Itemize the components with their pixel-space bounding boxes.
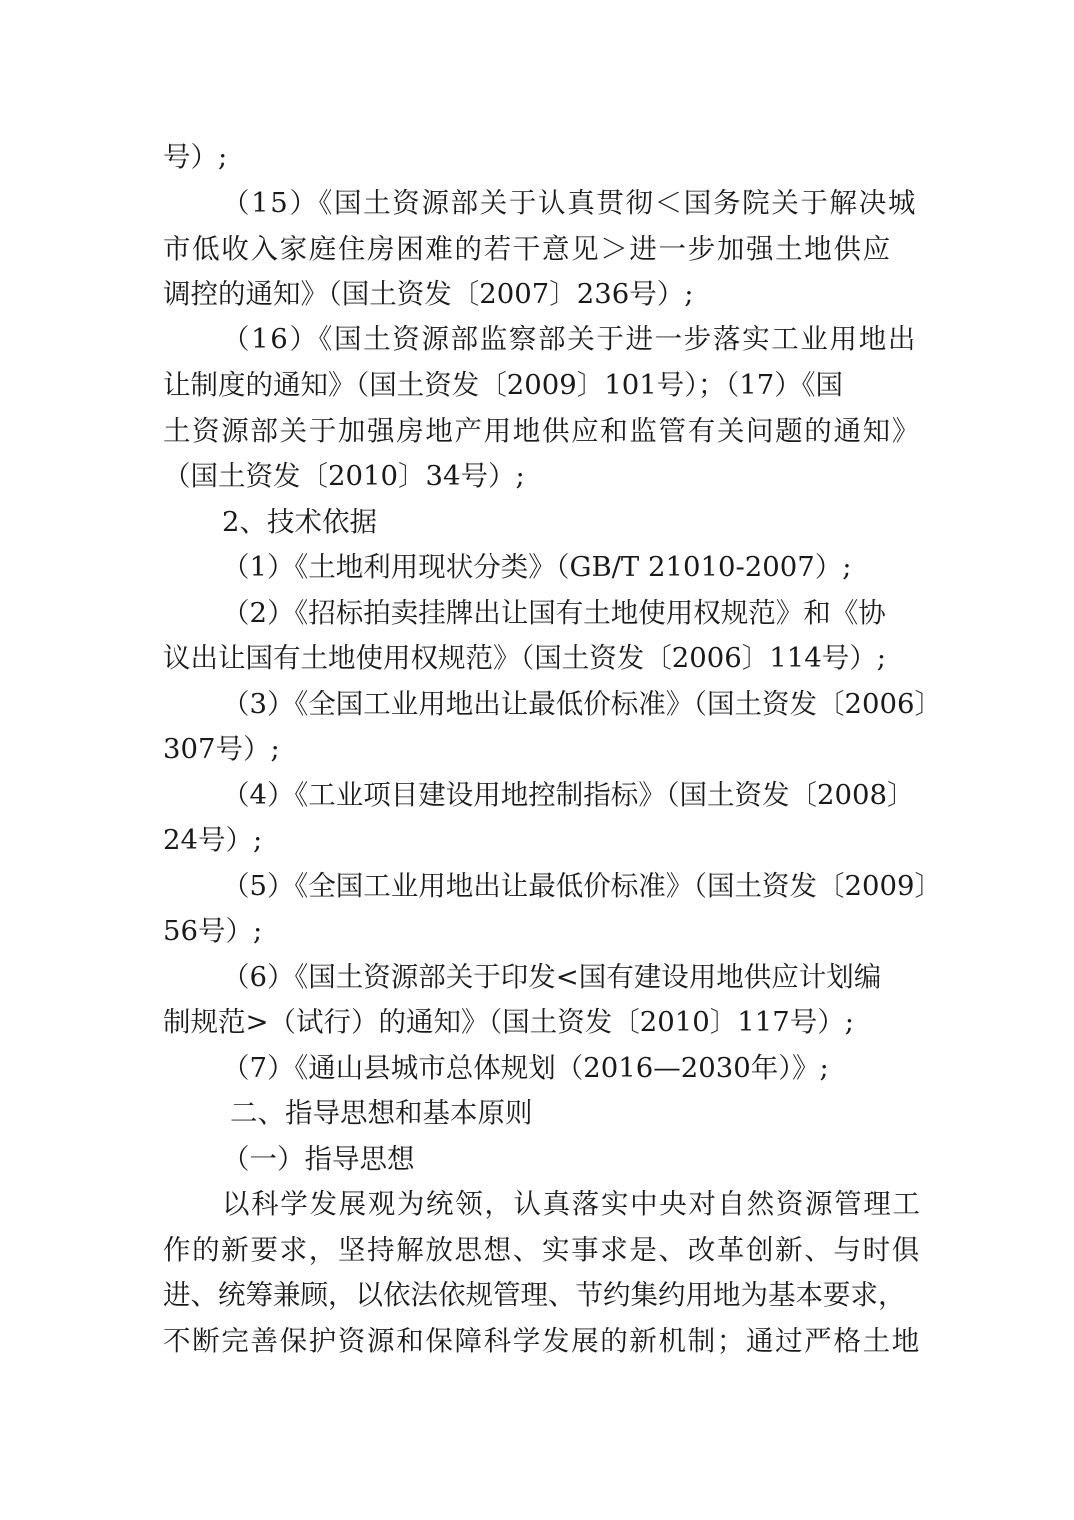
- text-line: 307号）;: [163, 733, 280, 765]
- text-line: 制规范>（试行）的通知》（国土资发〔2010〕117号）;: [163, 1006, 855, 1038]
- text-line: （2）《招标拍卖挂牌出让国有土地使用权规范》和《协: [222, 597, 886, 629]
- text-line: （4）《工业项目建设用地控制指标》（国土资发〔2008〕: [222, 779, 915, 811]
- text-line: 让制度的通知》（国土资发〔2009〕101号）；（17）《国: [163, 369, 843, 401]
- text-line: 号）;: [163, 141, 228, 173]
- subsection-heading: （一）指导思想: [222, 1143, 415, 1175]
- text-line: 议出让国有土地使用权规范》（国土资发〔2006〕114号）;: [163, 642, 886, 674]
- text-line: （15）《国土资源部关于认真贯彻＜国务院关于解决城: [222, 187, 917, 219]
- text-line: 作的新要求，坚持解放思想、实事求是、改革创新、与时俱: [163, 1234, 921, 1266]
- text-line: （国土资发〔2010〕34号）;: [163, 460, 525, 492]
- text-line: （1）《土地利用现状分类》（GB/T 21010-2007）;: [222, 551, 852, 583]
- text-line: （5）《全国工业用地出让最低价标准》（国土资发〔2009〕: [222, 870, 942, 902]
- text-line: 进、统筹兼顾，以依法依规管理、节约集约用地为基本要求，: [163, 1279, 906, 1311]
- text-line: 调控的通知》（国土资发〔2007〕236号）;: [163, 278, 694, 310]
- text-line: （16）《国土资源部监察部关于进一步落实工业用地出: [222, 323, 917, 355]
- text-line: （3）《全国工业用地出让最低价标准》（国土资发〔2006〕: [222, 688, 942, 720]
- text-line: 2、技术依据: [222, 506, 377, 538]
- section-heading: 二、指导思想和基本原则: [230, 1097, 533, 1129]
- text-line: 以科学发展观为统领，认真落实中央对自然资源管理工: [222, 1188, 922, 1220]
- text-line: 土资源部关于加强房地产用地供应和监管有关问题的通知》: [163, 415, 921, 447]
- text-line: （6）《国土资源部关于印发<国有建设用地供应计划编: [222, 961, 882, 993]
- text-line: 市低收入家庭住房困难的若干意见＞进一步加强土地供应: [163, 233, 892, 265]
- text-line: 24号）;: [163, 824, 263, 856]
- text-line: 56号）;: [163, 915, 263, 947]
- text-line: （7）《通山县城市总体规划（2016—2030年）》;: [222, 1052, 829, 1084]
- text-line: 不断完善保护资源和保障科学发展的新机制；通过严格土地: [163, 1325, 921, 1357]
